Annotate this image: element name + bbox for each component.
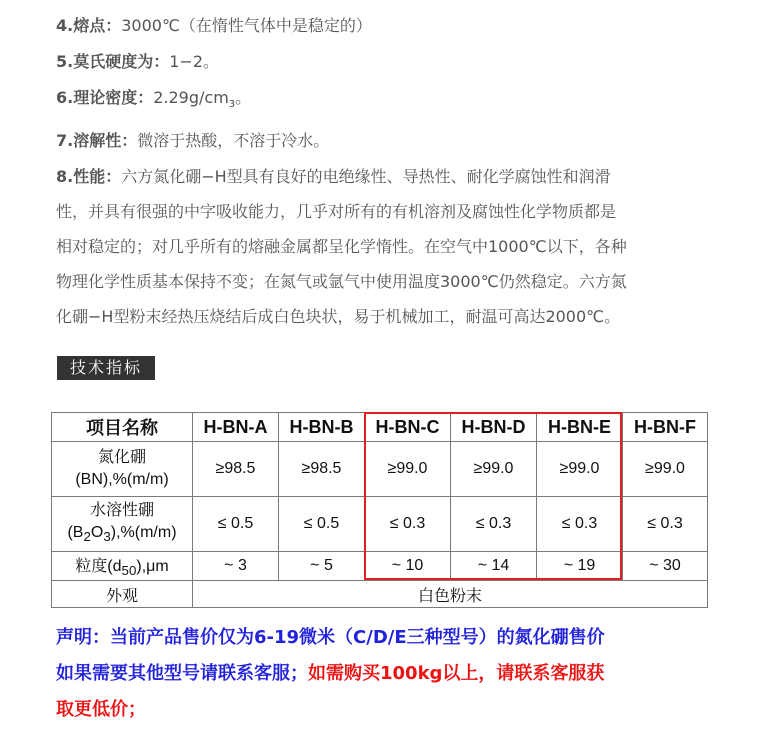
table-cell: ~ 5: [279, 552, 365, 581]
property-value-sub: 3: [228, 99, 236, 111]
table-cell: ≤ 0.3: [537, 497, 623, 552]
table-cell: ~ 19: [537, 552, 623, 581]
performance-line: 六方氮化硼−H型具有良好的电绝缘性、导热性、耐化学腐蚀性和润滑: [121, 167, 611, 187]
property-label: 5.莫氏硬度为: [56, 52, 154, 71]
table-cell: ~ 3: [193, 552, 279, 581]
table-cell: ≥99.0: [365, 442, 451, 497]
table-header-row: [52, 413, 708, 442]
table-header-cell: H-BN-F: [623, 413, 708, 442]
property-density: 6.理论密度：$2.29g/cm_3$。: [56, 88, 252, 111]
property-performance: 8.性能：六方氮化硼−H型具有良好的电绝缘性、导热性、耐化学腐蚀性和润滑 性，并具有很强的中字吸收能力，几乎对所有的有机溶剂及腐蚀性化学物质都是 相对稳定的；对几乎所有的熔融金属都呈化学惰性。在空气中1000℃以下，各种 物理化学性质基本保持不变；在氮气或氩气中使用温度3000℃仍然稳定。六方氮 化硼−H型粉末经热压烧结后成白色块状，易于机械加工，耐温可高达2000℃。: [56, 159, 696, 334]
row-label: 外观: [52, 581, 193, 608]
table-cell: ~ 30: [623, 552, 708, 581]
table-header-cell: H-BN-C: [365, 413, 451, 442]
table-cell: ≤ 0.3: [365, 497, 451, 552]
row-label: 氮化硼 (BN),%(m/m): [52, 442, 193, 497]
property-melting-point: 4.熔点：3000℃（在惰性气体中是稳定的）: [56, 16, 372, 35]
properties-list: [56, 8, 706, 334]
property-hardness: 5.莫氏硬度为：1−2。: [56, 52, 220, 71]
table-header-cell: H-BN-E: [537, 413, 623, 442]
table-cell: ≤ 0.5: [193, 497, 279, 552]
table-header-cell: 项目名称: [52, 413, 193, 442]
row-label: 粒度$(d_{50}),\mu m$: [52, 552, 193, 581]
notice-line: 如果需要其他型号请联系客服；如需购买100kg以上，请联系客服获: [56, 663, 605, 684]
property-value: 1−2。: [169, 52, 220, 71]
table-cell: ≤ 0.3: [451, 497, 537, 552]
table-header-cell: H-BN-B: [279, 413, 365, 442]
section-tag-tech-spec: 技术指标: [57, 356, 155, 380]
property-value: 3000℃（在惰性气体中是稳定的）: [121, 16, 372, 35]
table-header-cell: H-BN-D: [451, 413, 537, 442]
notice-block: [56, 620, 736, 728]
spec-table: [51, 412, 708, 608]
property-label: 4.熔点: [56, 16, 106, 35]
table-header-cell: H-BN-A: [193, 413, 279, 442]
table-cell: ≤ 0.3: [623, 497, 708, 552]
table-row: [52, 581, 708, 608]
property-label: 6.理论密度: [56, 88, 138, 107]
performance-line: 相对稳定的；对几乎所有的熔融金属都呈化学惰性。在空气中1000℃以下，各种: [56, 237, 627, 257]
property-value: 2.29g/cm: [153, 88, 229, 107]
property-value-end: 。: [235, 88, 252, 107]
property-solubility: 7.溶解性：微溶于热酸，不溶于冷水。: [56, 131, 330, 151]
table-row: [52, 552, 708, 581]
performance-line: 物理化学性质基本保持不变；在氮气或氩气中使用温度3000℃仍然稳定。六方氮: [56, 272, 627, 292]
property-label: 8.性能: [56, 167, 106, 187]
table-cell: ≤ 0.5: [279, 497, 365, 552]
notice-line: 声明：当前产品售价仅为6-19微米（C/D/E三种型号）的氮化硼售价: [56, 627, 605, 648]
table-cell: ≥98.5: [193, 442, 279, 497]
table-cell: ≥98.5: [279, 442, 365, 497]
property-value: 微溶于热酸，不溶于冷水。: [137, 131, 330, 151]
notice-line: 取更低价；: [56, 699, 146, 720]
property-label: 7.溶解性: [56, 131, 122, 151]
table-row: [52, 497, 708, 552]
table-cell: ≥99.0: [451, 442, 537, 497]
table-row: [52, 442, 708, 497]
table-cell: ≥99.0: [623, 442, 708, 497]
row-label: 水溶性硼 $(B_2O_3),\%(m/m)$: [52, 497, 193, 552]
table-cell-merged: 白色粉末: [193, 581, 708, 608]
table-cell: ~ 14: [451, 552, 537, 581]
table-cell: ~ 10: [365, 552, 451, 581]
performance-line: 化硼−H型粉末经热压烧结后成白色块状，易于机械加工，耐温可高达2000℃。: [56, 307, 621, 327]
table-cell: ≥99.0: [537, 442, 623, 497]
performance-line: 性，并具有很强的中字吸收能力，几乎对所有的有机溶剂及腐蚀性化学物质都是: [56, 202, 617, 222]
